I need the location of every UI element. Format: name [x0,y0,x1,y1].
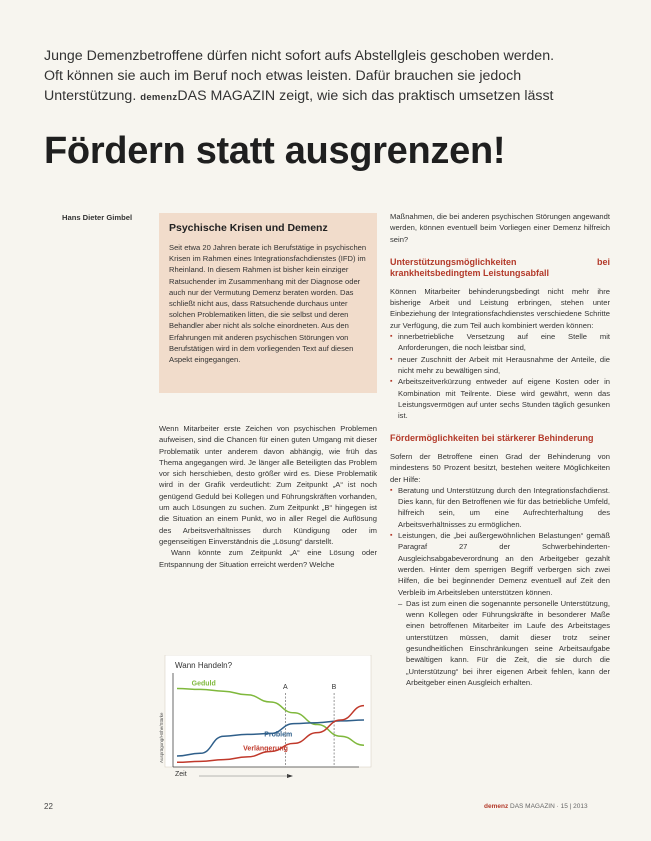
left-paragraph-2: Wann könnte zum Zeitpunkt „A“ eine Lösung oder Entspannung der Situation erreicht werden? Welche [159,548,377,569]
bullet-4: ▪ Beratung und Unterstützung durch den Integrationsfachdienst. Dies kann, für den Betroffenen wie für das betriebliche Umfeld, hilfreich sein, um eine Aufrechterhaltung des Arbeitsverhältnisses zu ermöglichen. [390,485,610,530]
footer-issue [484,803,588,810]
marker-label-a: A [282,684,288,691]
author-name: Hans Dieter Gimbel [62,213,133,222]
bullet-1: ▪ innerbetriebliche Versetzung auf eine Stelle mit Anforderungen, die noch leistbar sind, [390,331,610,354]
marker-label-b: B [331,684,337,691]
chart [159,655,377,780]
chart-title: Wann Handeln? [175,661,233,670]
intro-line-3 [44,86,624,108]
chart-x-label: Zeit [175,771,187,778]
chart-y-label: Ausprägung/Höhe/Stärke [159,712,164,763]
bullet-5: ▪ Leistungen, die „bei außergewöhnlichen Belastungen“ gemäß Paragraf 27 der Schwerbehinderten-Ausgleichsabgabeverordnung an den Arbeitgeber gezahlt werden. Hinter dem sperrigen Begriff verbergen sich zwei Hilfen, die bei beginnender Demenz eventuell auf Zeit den Verbleib im Arbeitsleben unterstützen können. [390,530,610,598]
info-box-text: Seit etwa 20 Jahren berate ich Berufstätige in psychischen Krisen im Rahmen eines Integrationsfachdienstes (IFD) im Rheinland. In diesem Rahmen ist bisher kein einziger Ratsuchender im Zusammenhang mit der Diagnose oder auch nur der Vermutung Demenz beraten worden. Das schließt nicht aus, dass Ratsuchende durchaus unter solchen Problematiken litten, die sie selbst und deren Behandler aber nicht als solche einordneten. Aus den Erfahrungen mit anderen psychischen Störungen von Berufstätigen wird in dem vorliegenden Text auf diesen Aspekt eingegangen. [169,243,367,365]
subheading-2: Fördermöglichkeiten bei stärkerer Behinderung [390,433,594,444]
intro-line-2: Oft können sie auch im Beruf noch etwas leisten. Dafür brauchen sie jedoch [44,68,522,84]
right-paragraph-1: Können Mitarbeiter behinderungsbedingt nicht mehr ihre bisherige Arbeit und Leistung erbringen, stehen unter Einbeziehung der Integrationsfachdienstes verschiedene Schritte zur Verfügung, die zum Teil auch kombiniert werden können: [390,286,610,330]
left-paragraph-1: Wenn Mitarbeiter erste Zeichen von psychischen Problemen aufweisen, sind die Chancen für einen guten Umgang mit dieser Problematik unter anderem davon abhängig, wie früh das Thema angegangen wird. Je länger alle Beteiligten das Problem vor sich herschieben, desto größer wird es. Diese Problematik wird in der Grafik verdeutlicht: Zum Zeitpunkt „A“ ist noch genügend Geduld bei Kollegen und Führungskräften vorhanden, um auch Lösungen zu suchen. Zum Zeitpunkt „B“ hingegen ist die Situation an einem Punkt, wo in aller Regel die Auflösung des Arbeitsverhältnisses durch Kündigung oder im gegenseitigen Einverständnis die „Lösung“ darstellt. [159,424,377,546]
intro-line-3a: Unterstützung. [44,88,137,104]
series-label-verlängerung: Verlängerung [243,745,288,753]
page-number: 22 [44,802,53,811]
intro-line-1: Junge Demenzbetroffene dürfen nicht sofort aufs Abstellgleis geschoben werden. [44,48,555,64]
magazine-brand: demenz [140,92,178,103]
dash-item-1: – Das ist zum einen die sogenannte personelle Unterstützung, wenn Kollegen oder Führungskräfte in besonderer Maße einen betroffenen Mitarbeiter im Laufe des Arbeitstages unterstützen müssen, damit dieser trotz seiner gesundheitlichen Einschränkungen seine Arbeitsaufgabe bewältigen kann. Für die Zeit, die sie durch die „Unterstützung“ bei ihrer eigenen Arbeit fehlen, kann der Arbeitgeber einen Ausgleich erhalten. [390,598,610,688]
info-box-title: Psychische Krisen und Demenz [169,222,328,234]
right-paragraph-2: Sofern der Betroffene einen Grad der Behinderung von mindestens 50 Prozent besitzt, bestehen weitere Möglichkeiten der Hilfe: [390,451,610,484]
footer-issue-text: DAS MAGAZIN · 15 | 2013 [510,803,588,810]
intro-text [44,46,624,108]
right-column [390,211,610,688]
left-column [159,423,377,570]
series-label-geduld: Geduld [191,680,216,688]
footer-mag-name: demenz [484,803,509,810]
series-label-problem: Problem [264,731,293,739]
right-paragraph-0: Maßnahmen, die bei anderen psychischen Störungen angewandt werden, können eventuell beim Vorliegen einer Demenz hilfreich sein? [390,212,610,244]
headline: Fördern statt ausgrenzen! [44,130,506,172]
info-box [159,213,377,393]
bullet-2: ▪ neuer Zuschnitt der Arbeit mit Herausnahme der Anteile, die nicht mehr zu bewältigen sind, [390,354,610,377]
bullet-3: ▪ Arbeitszeitverkürzung entweder auf eigene Kosten oder in Kombination mit Teilrente. Diese wird gewährt, wenn das Leistungsvermögen auf unter sechs Stunden täglich gesunken ist. [390,376,610,421]
intro-line-3b: DAS MAGAZIN zeigt, wie sich das praktisch umsetzen lässt [177,88,554,104]
subheading-1: Unterstützungsmöglichkeiten bei krankheitsbedingtem Leistungsabfall [390,256,610,279]
